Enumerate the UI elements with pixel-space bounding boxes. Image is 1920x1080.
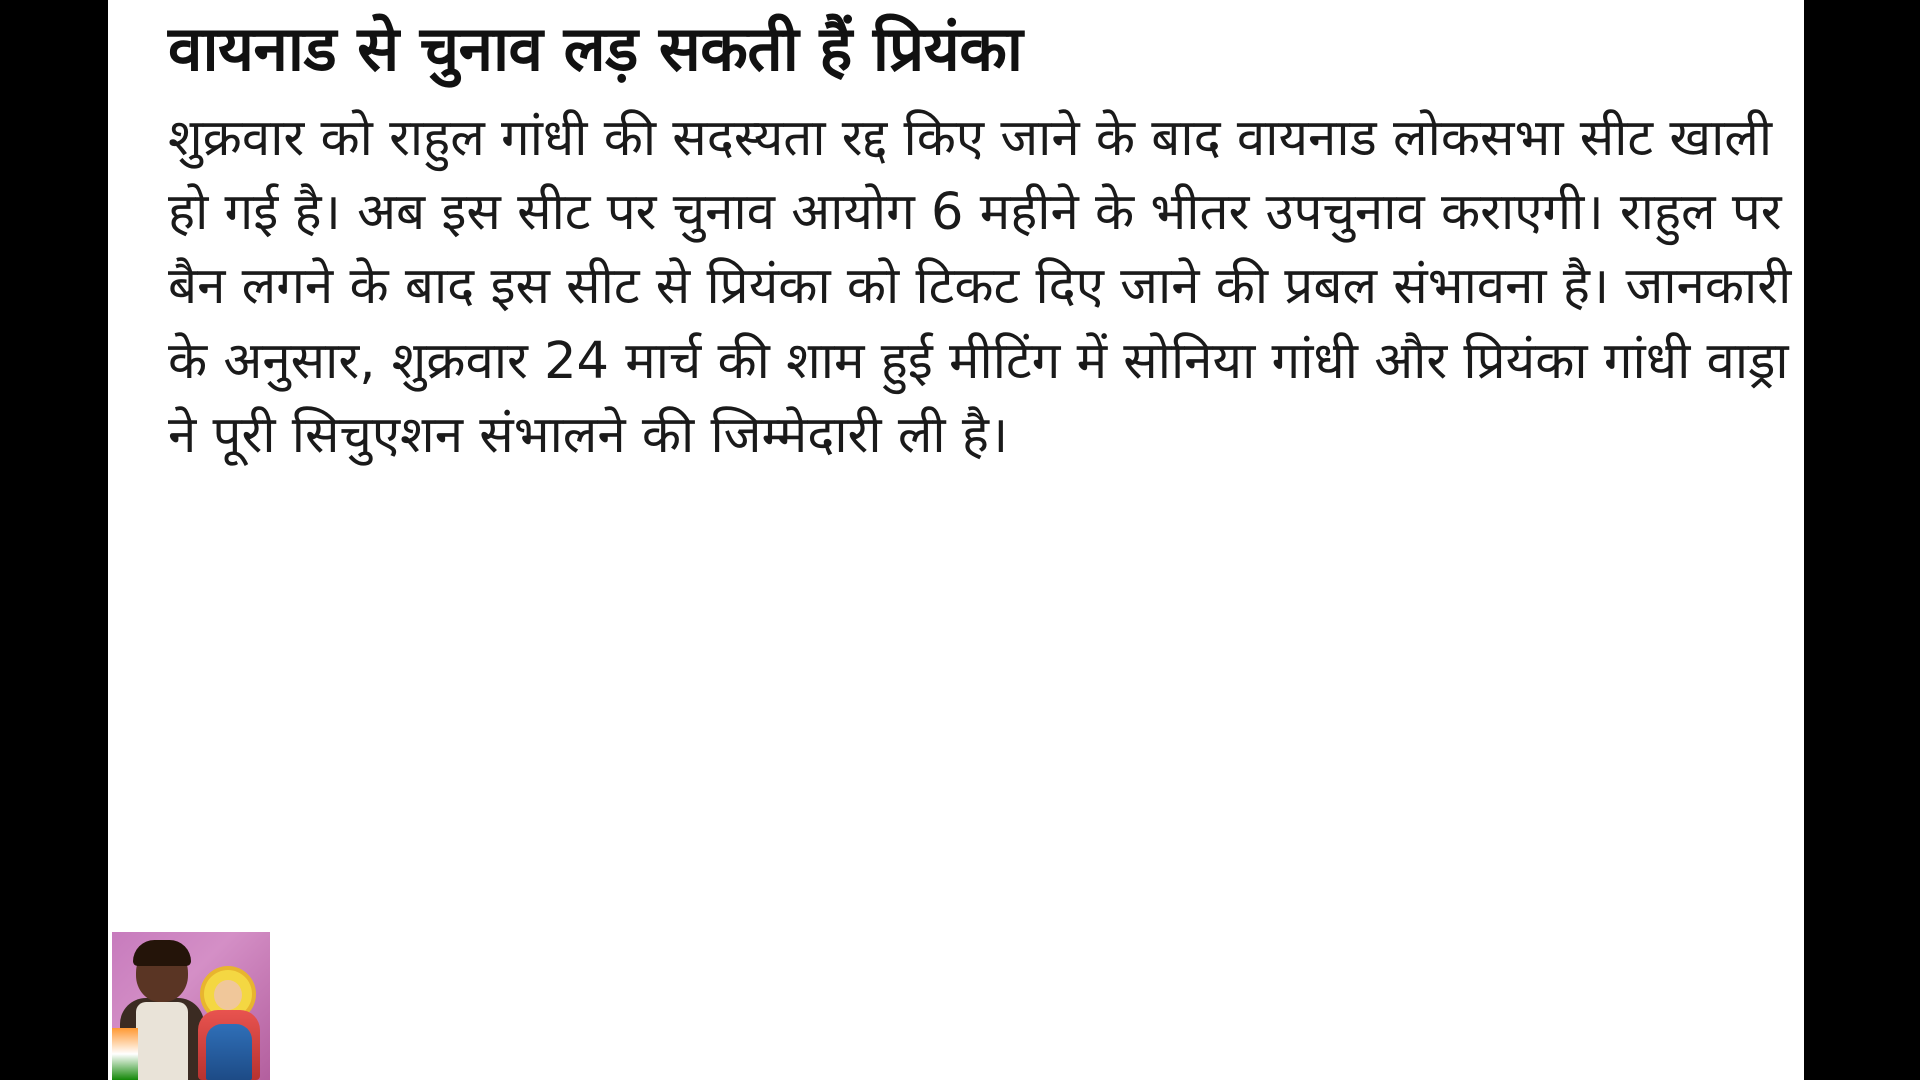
person-hair-shape	[133, 940, 191, 966]
deity-face-shape	[214, 980, 242, 1010]
tricolor-flag-icon	[112, 1028, 138, 1080]
profile-thumbnail	[112, 932, 270, 1080]
person-shirt-shape	[136, 1002, 188, 1080]
page-title: वायनाड से चुनाव लड़ सकती हैं प्रियंका	[168, 12, 1023, 85]
article-body-text: शुक्रवार को राहुल गांधी की सदस्यता रद्द किए जाने के बाद वायनाड लोकसभा सीट खाली हो गई है। अब इस सीट पर चुनाव आयोग 6 महीने के भीतर उपचुनाव कराएगी। राहुल पर बैन लगने के बाद इस सीट से प्रियंका को टिकट दिए जाने की प्रबल संभावना है। जानकारी के अनुसार, शुक्रवार 24 मार्च की शाम हुई मीटिंग में सोनिया गांधी और प्रियंका गांधी वाड्रा ने पूरी सिचुएशन संभालने की जिम्मेदारी ली है।	[168, 108, 1792, 466]
article-content	[168, 10, 1792, 474]
article-card	[108, 0, 1804, 1080]
deity-inner-robe-shape	[206, 1024, 252, 1080]
deity-figure-icon	[192, 968, 266, 1080]
